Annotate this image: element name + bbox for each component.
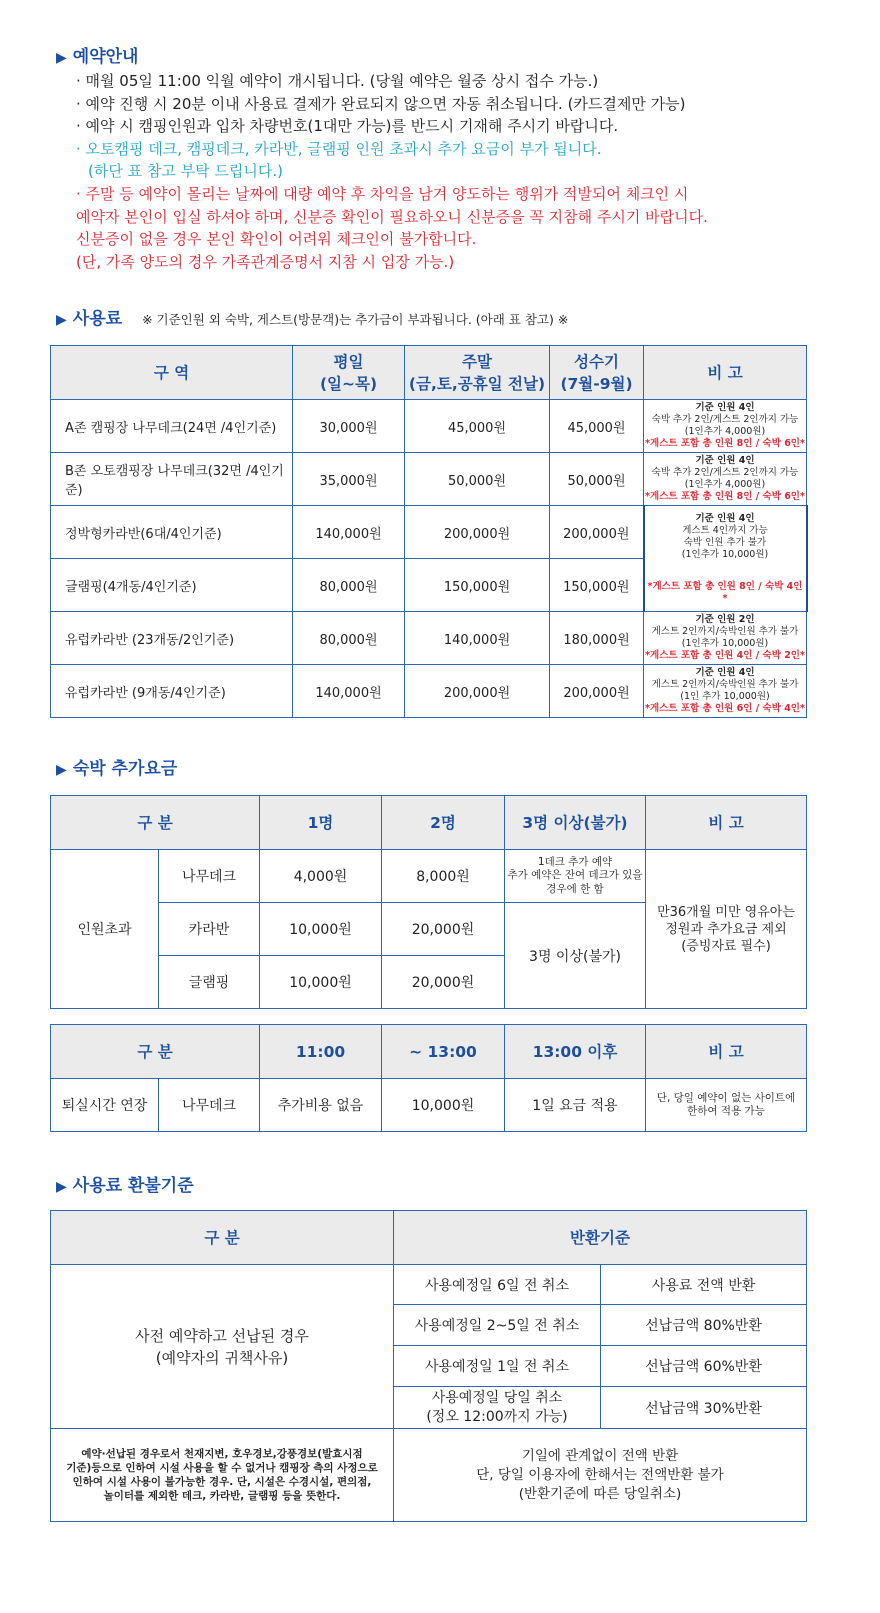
header-weekend: 주말 (금,토,공휴일 전날): [405, 346, 550, 400]
weekday-cell: 80,000원: [293, 612, 405, 665]
note-cell: 기준 인원 4인 숙박 추가 2인/게스트 2인까지 가능 (1인추가 4,000원) *게스트 포함 총 인원 8인 / 숙박 6인*: [644, 453, 807, 506]
weekend-cell: 150,000원: [405, 559, 550, 612]
case2-refund-cell: 기일에 관계없이 전액 반환 단, 당일 이용자에 한해서는 전액반환 불가 (반환기준에 따른 당일취소): [394, 1429, 807, 1522]
notice-line: · 예약 진행 시 20분 이내 사용료 결제가 완료되지 않으면 자동 취소됩니다. (카드결제만 가능): [76, 94, 686, 113]
checkout-label: 퇴실시간 연장: [51, 1079, 159, 1132]
two-cell: 20,000원: [382, 956, 505, 1009]
three-cell: 3명 이상(불가): [505, 903, 646, 1009]
note-cell: 기준 인원 4인 게스트 4인까지 가능 숙박 인원 추가 불가 (1인추가 10,000원) *게스트 포함 총 인원 8인 / 숙박 4인 *: [644, 506, 807, 612]
peak-cell: 200,000원: [550, 665, 644, 718]
header-refund: 반환기준: [394, 1211, 807, 1265]
weekend-cell: 200,000원: [405, 665, 550, 718]
header-peak: 성수기 (7월-9월): [550, 346, 644, 400]
table-row: [51, 850, 807, 903]
weekday-cell: 30,000원: [293, 400, 405, 453]
case1-cell: 사전 예약하고 선납된 경우 (예약자의 귀책사유): [51, 1265, 394, 1429]
header-category: 구 분: [51, 1025, 260, 1079]
note-cell: 기준 인원 2인 게스트 2인까지/숙박인원 추가 불가 (1인추가 10,000원) *게스트 포함 총 인원 4인 / 숙박 2인*: [644, 612, 807, 665]
three-cell: 1데크 추가 예약 추가 예약은 잔여 데크가 있을 경우에 한 함: [505, 850, 646, 903]
note-cell: 기준 인원 4인 숙박 추가 2인/게스트 2인까지 가능 (1인추가 4,000원) *게스트 포함 총 인원 8인 / 숙박 6인*: [644, 400, 807, 453]
zone-cell: 유럽카라반 (23개동/2인기준): [51, 612, 293, 665]
notice-line: · 주말 등 예약이 몰리는 날짜에 대량 예약 후 차익을 남겨 양도하는 행위가 적발되어 체크인 시: [76, 184, 689, 203]
extra-title: ▶ 숙박 추가요금: [56, 759, 178, 779]
when-cell: 사용예정일 6일 전 취소: [394, 1265, 601, 1305]
table-row: [51, 1429, 807, 1522]
header-category: 구 분: [51, 796, 260, 850]
header-weekday: 평일 (일~목): [293, 346, 405, 400]
weekend-cell: 140,000원: [405, 612, 550, 665]
two-cell: 20,000원: [382, 903, 505, 956]
peak-cell: 150,000원: [550, 559, 644, 612]
peak-cell: 180,000원: [550, 612, 644, 665]
header-1300: ~ 13:00: [382, 1025, 505, 1079]
weekday-cell: 80,000원: [293, 559, 405, 612]
v2-cell: 10,000원: [382, 1079, 505, 1132]
type-cell: 글램핑: [159, 956, 260, 1009]
triangle-right-icon: ▶: [56, 312, 67, 328]
weekday-cell: 140,000원: [293, 506, 405, 559]
notice-line: (하단 표 참고 부탁 드립니다.): [88, 162, 283, 181]
peak-cell: 50,000원: [550, 453, 644, 506]
header-1100: 11:00: [260, 1025, 382, 1079]
type-cell: 나무데크: [159, 1079, 260, 1132]
when-cell: 사용예정일 당일 취소 (정오 12:00까지 가능): [394, 1387, 601, 1429]
header-after: 13:00 이후: [505, 1025, 646, 1079]
table-row: [51, 506, 807, 559]
notice-line: 예약자 본인이 입실 하셔야 하며, 신분증 확인이 필요하오니 신분증을 꼭 지참해 주시기 바랍니다.: [76, 207, 708, 226]
triangle-right-icon: ▶: [56, 50, 67, 66]
header-note: 비 고: [646, 1025, 807, 1079]
fees-table: [50, 345, 808, 718]
refund-cell: 선납금액 60%반환: [601, 1346, 807, 1387]
v1-cell: 추가비용 없음: [260, 1079, 382, 1132]
one-cell: 4,000원: [260, 850, 382, 903]
table-row: [51, 400, 807, 453]
table-row: [51, 612, 807, 665]
zone-cell: 유럽카라반 (9개동/4인기준): [51, 665, 293, 718]
fees-note: ※ 기준인원 외 숙박, 게스트(방문객)는 추가금이 부과됩니다. (아래 표 참고) ※: [142, 312, 569, 327]
header-note: 비 고: [646, 796, 807, 850]
table-row: [51, 453, 807, 506]
one-cell: 10,000원: [260, 956, 382, 1009]
header-zone: 구 역: [51, 346, 293, 400]
refund-cell: 선납금액 30%반환: [601, 1387, 807, 1429]
header-note: 비 고: [644, 346, 807, 400]
notice-line: · 예약 시 캠핑인원과 입차 차량번호(1대만 가능)를 반드시 기재해 주시기 바랍니다.: [76, 117, 619, 136]
notice-line: · 매월 05일 11:00 익월 예약이 개시됩니다. (당월 예약은 월중 상시 접수 가능.): [76, 72, 599, 90]
header-one: 1명: [260, 796, 382, 850]
refund-table: [50, 1210, 807, 1522]
type-cell: 나무데크: [159, 850, 260, 903]
table-row: [51, 1265, 807, 1305]
reservation-title: ▶ 예약안내: [56, 47, 139, 67]
reservation-notice: [76, 70, 866, 273]
weekend-cell: 45,000원: [405, 400, 550, 453]
peak-cell: 200,000원: [550, 506, 644, 559]
note-cell: 만36개월 미만 영유아는 정원과 추가요금 제외 (증빙자료 필수): [646, 850, 807, 1009]
triangle-right-icon: ▶: [56, 762, 67, 778]
checkout-table: [50, 1024, 807, 1132]
header-category: 구 분: [51, 1211, 394, 1265]
note-cell: 기준 인원 4인 게스트 2인까지/숙박인원 추가 불가 (1인 추가 10,000원) *게스트 포함 총 인원 6인 / 숙박 4인*: [644, 665, 807, 718]
header-three: 3명 이상(불가): [505, 796, 646, 850]
triangle-right-icon: ▶: [56, 1179, 67, 1195]
two-cell: 8,000원: [382, 850, 505, 903]
header-two: 2명: [382, 796, 505, 850]
notice-line: (단, 가족 양도의 경우 가족관계증명서 지참 시 입장 가능.): [76, 252, 455, 271]
zone-cell: 글램핑(4개동/4인기준): [51, 559, 293, 612]
extra-table: [50, 795, 807, 1009]
table-row: [51, 665, 807, 718]
refund-cell: 사용료 전액 반환: [601, 1265, 807, 1305]
fees-title: ▶ 사용료 ※ 기준인원 외 숙박, 게스트(방문객)는 추가금이 부과됩니다. (아래 표 참고) ※: [56, 309, 569, 329]
when-cell: 사용예정일 2~5일 전 취소: [394, 1305, 601, 1346]
zone-cell: B존 오토캠핑장 나무데크(32면 /4인기준): [51, 453, 293, 506]
refund-cell: 선납금액 80%반환: [601, 1305, 807, 1346]
one-cell: 10,000원: [260, 903, 382, 956]
zone-cell: 정박형카라반(6대/4인기준): [51, 506, 293, 559]
table-row: [51, 1079, 807, 1132]
weekday-cell: 140,000원: [293, 665, 405, 718]
v3-cell: 1일 요금 적용: [505, 1079, 646, 1132]
weekend-cell: 200,000원: [405, 506, 550, 559]
group-cell: 인원초과: [51, 850, 159, 1009]
weekend-cell: 50,000원: [405, 453, 550, 506]
notice-line: 신분증이 없을 경우 본인 확인이 어려워 체크인이 불가합니다.: [76, 230, 477, 249]
type-cell: 카라반: [159, 903, 260, 956]
peak-cell: 45,000원: [550, 400, 644, 453]
case2-cell: 예약·선납된 경우로서 천재지변, 호우경보,강풍경보(발효시점 기준)등으로 인하여 시설 사용을 할 수 없거나 캠핑장 측의 사정으로 인하여 시설 사용이 불가능한 경우. 단, 시설은 수경시설, 편의점, 놀이터를 제외한 데크, 카라반, 글램핑 등을 뜻한다.: [51, 1429, 394, 1522]
notice-line: · 오토캠핑 데크, 캠핑데크, 카라반, 글램핑 인원 초과시 추가 요금이 부가 됩니다.: [76, 139, 602, 158]
refund-title: ▶ 사용료 환불기준: [56, 1176, 194, 1196]
when-cell: 사용예정일 1일 전 취소: [394, 1346, 601, 1387]
weekday-cell: 35,000원: [293, 453, 405, 506]
note-cell: 단, 당일 예약이 없는 사이트에 한하여 적용 가능: [646, 1079, 807, 1132]
zone-cell: A존 캠핑장 나무데크(24면 /4인기준): [51, 400, 293, 453]
